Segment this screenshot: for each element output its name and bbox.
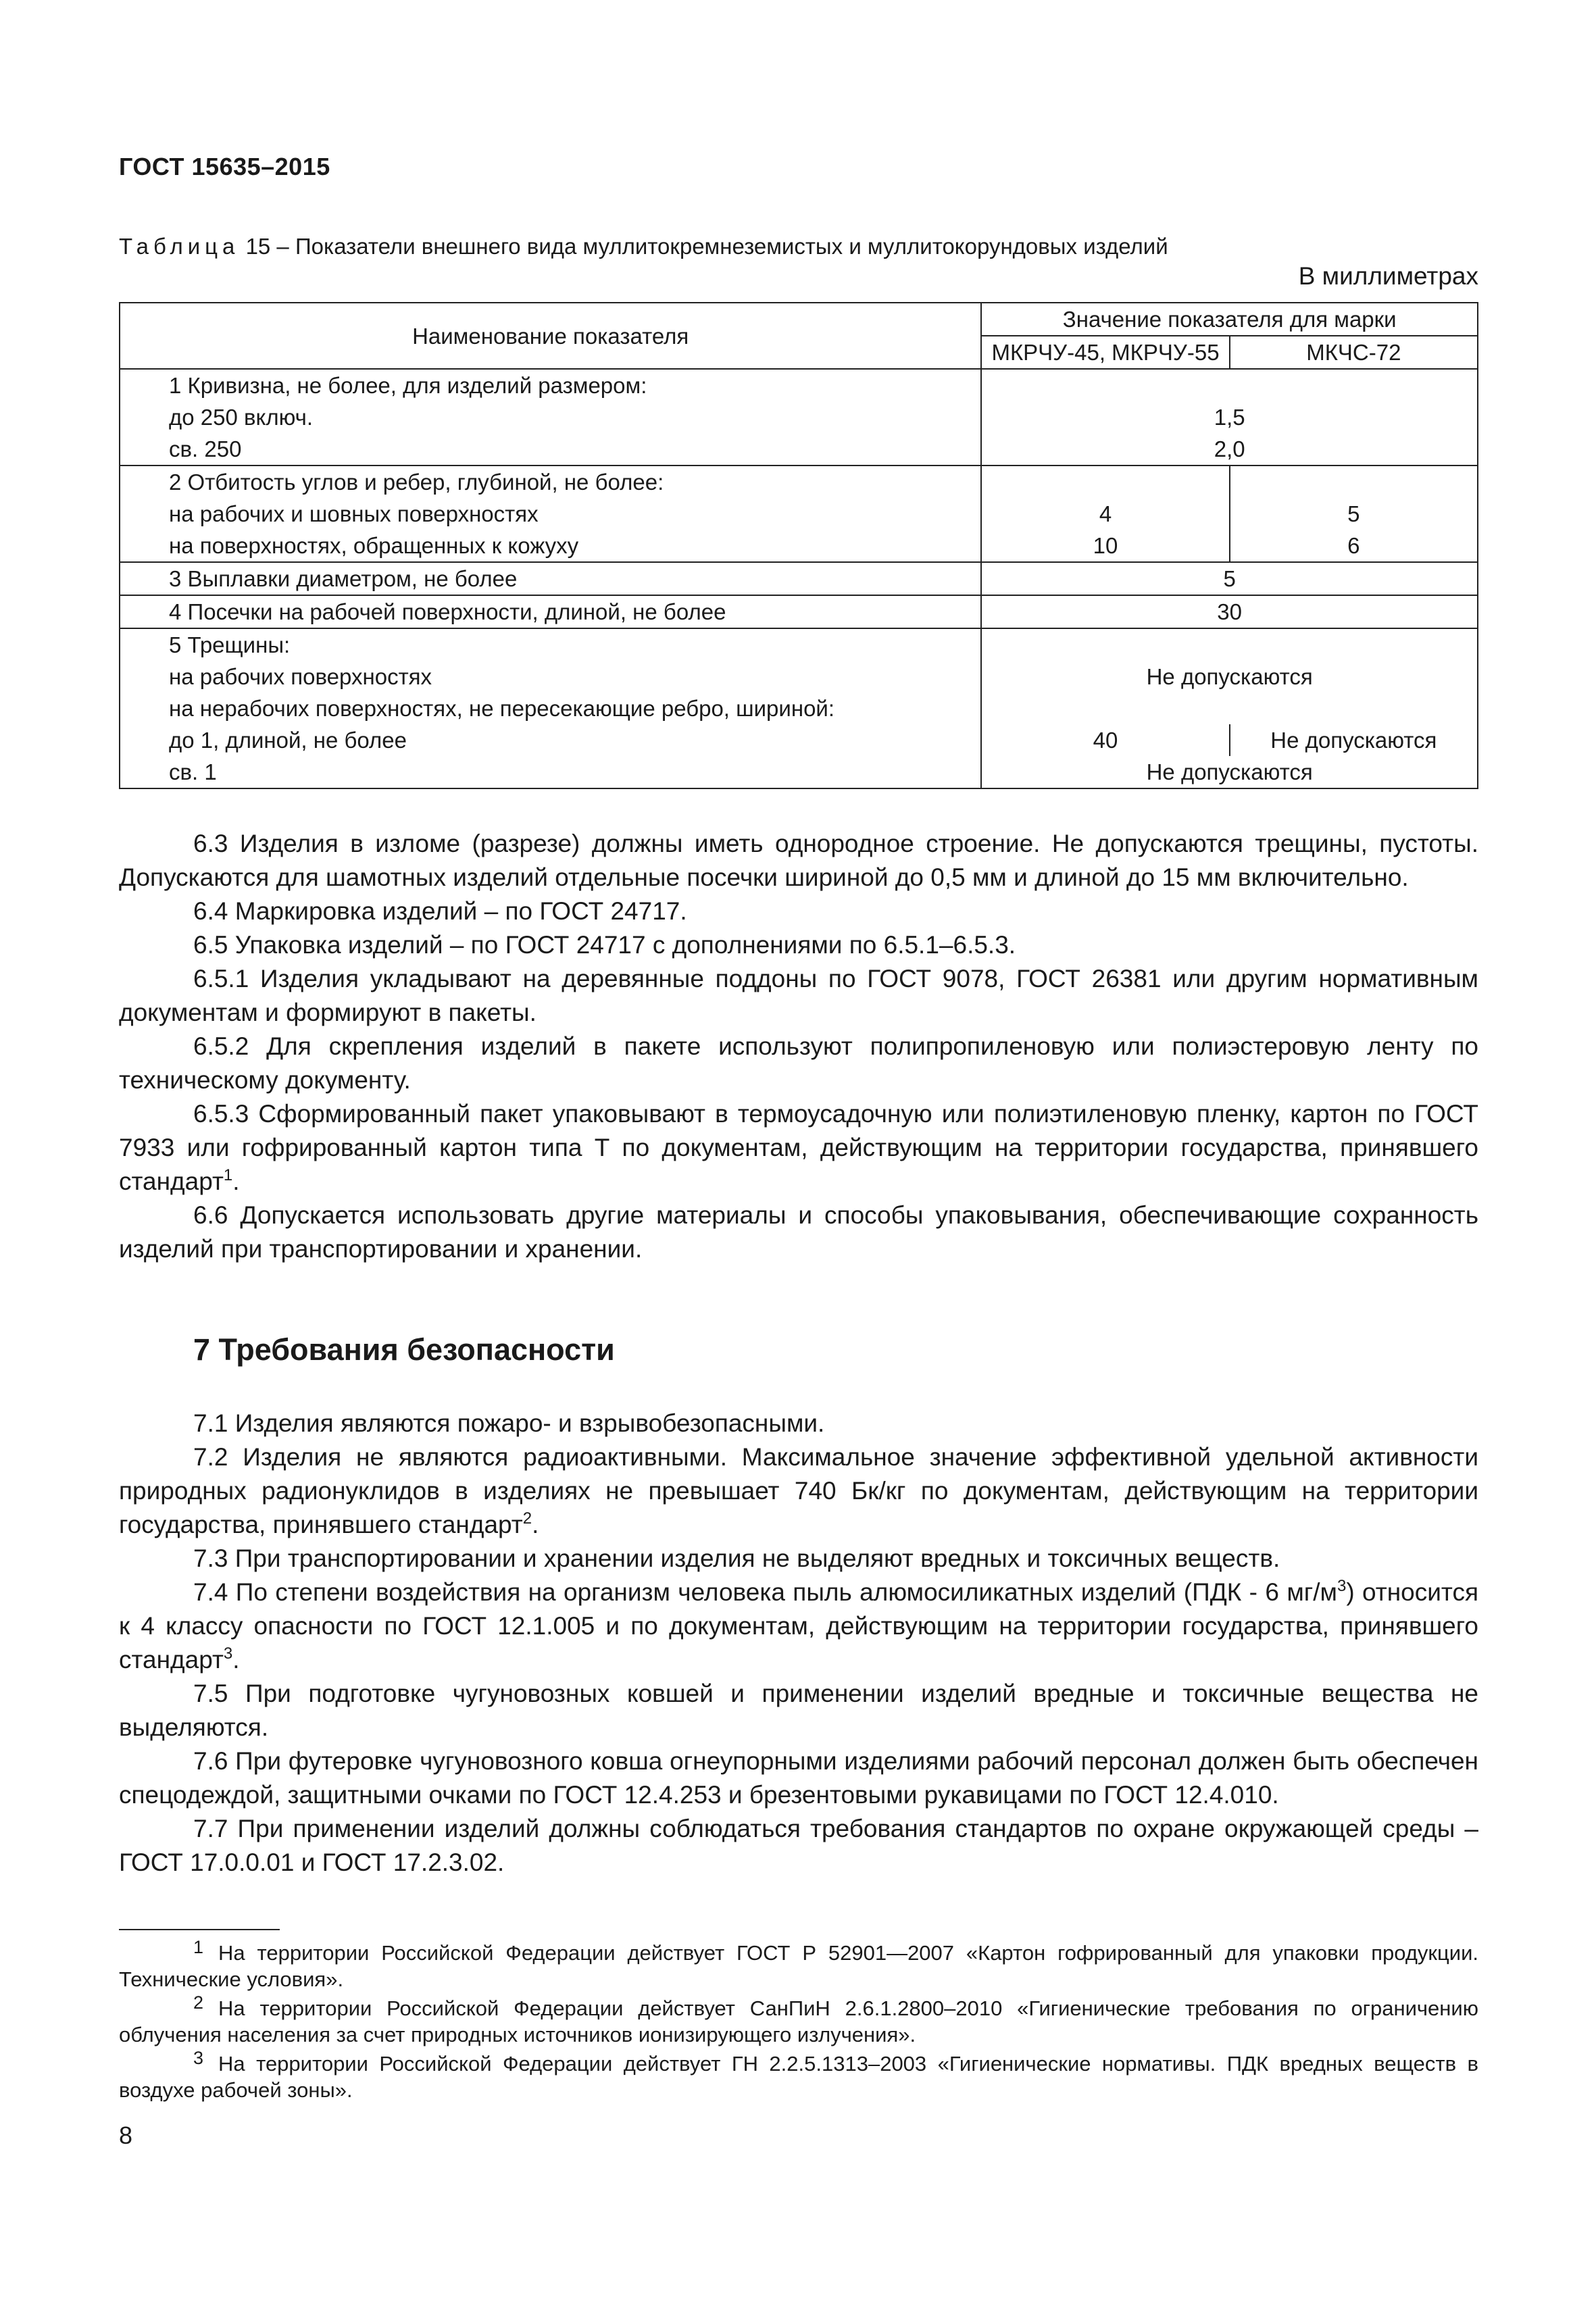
table-row: [120, 369, 1478, 466]
table-caption-text: 15 – Показатели внешнего вида муллитокремнеземистых и муллитокорундовых изделий: [245, 234, 1168, 259]
indicator-cell: [120, 628, 981, 788]
value-line: 10: [1093, 533, 1118, 558]
header-col-mkchs: МКЧС-72: [1230, 336, 1478, 369]
paragraph: 6.5.1 Изделия укладывают на деревянные поддоны по ГОСТ 9078, ГОСТ 26381 или другим нормативным документам и формируют в пакеты.: [119, 965, 1478, 1026]
paragraph: 7.2 Изделия не являются радиоактивными. Максимальное значение эффективной удельной активности природных радионуклидов в изделиях не превышает 740 Бк/кг по документам, действующим на территории государства, принявшего стандарт$^2$.: [119, 1443, 1478, 1538]
value-cell: [981, 628, 1478, 788]
footnote-ref: 3: [223, 1644, 233, 1663]
value-line: 5: [1347, 501, 1360, 526]
header-value-group: Значение показателя для марки: [981, 303, 1478, 336]
value-le1-col1: 40: [982, 724, 1230, 756]
paragraph: 7.6 При футеровке чугуновозного ковша огнеупорными изделиями рабочий персонал должен быть обеспечен спецодеждой, защитными очками по ГОСТ 12.4.253 и брезентовыми рукавицами по ГОСТ 12.4.010.: [119, 1747, 1478, 1809]
paragraph: 6.5 Упаковка изделий – по ГОСТ 24717 с дополнениями по 6.5.1–6.5.3.: [193, 931, 1016, 959]
section-6-text: [119, 827, 1478, 1266]
header-col-mkrchu: МКРЧУ-45, МКРЧУ-55: [981, 336, 1229, 369]
indicator-line: до 1, длиной, не более: [169, 728, 407, 753]
value-line: [982, 466, 1228, 498]
footnote: 3 На территории Российской Федерации действует ГН 2.2.5.1313–2003 «Гигиенические нормативы. ПДК вредных веществ в воздухе рабочей зоны».: [119, 2048, 1478, 2102]
value-line: 2,0: [1214, 436, 1245, 461]
indicator-line: на рабочих и шовных поверхностях: [169, 501, 539, 526]
paragraph: 6.5.3 Сформированный пакет упаковывают в термоусадочную или полиэтиленовую пленку, картон по ГОСТ 7933 или гофрированный картон типа Т по документам, действующим на территории государства, принявшего стандарт$^1$.: [119, 1100, 1478, 1195]
footnote-ref: 2: [522, 1509, 532, 1528]
indicator-line: 5 Трещины:: [169, 632, 291, 657]
footnote-ref: 1: [223, 1166, 233, 1184]
footnote-divider: [119, 1929, 280, 1930]
section-heading: 7 Требования безопасности: [193, 1332, 615, 1367]
value-line: Не допускаются: [1146, 664, 1313, 689]
table-row: [120, 466, 1478, 562]
table-row: [120, 628, 1478, 788]
indicator-cell: [120, 595, 981, 628]
value-cell-col1: [981, 466, 1229, 562]
value-line: [1230, 466, 1477, 498]
value-line: 1,5: [1214, 405, 1245, 430]
indicator-line: св. 1: [169, 759, 217, 784]
document-code: ГОСТ 15635–2015: [119, 153, 330, 180]
footnote: 1 На территории Российской Федерации действует ГОСТ Р 52901—2007 «Картон гофрированный для упаковки продукции. Технические условия».: [119, 1937, 1478, 1991]
footnotes: [119, 1937, 1478, 2107]
table-row: [120, 595, 1478, 628]
footnote-number: 3: [193, 2048, 204, 2068]
table-row: [120, 562, 1478, 595]
paragraph: 7.7 При применении изделий должны соблюдаться требования стандартов по охране окружающей среды – ГОСТ 17.0.0.01 и ГОСТ 17.2.3.02.: [119, 1815, 1478, 1876]
paragraph: 7.1 Изделия являются пожаро- и взрывобезопасными.: [193, 1409, 825, 1437]
indicator-line: на рабочих поверхностях: [169, 664, 432, 689]
value-line: [982, 370, 1477, 401]
paragraph: 7.3 При транспортировании и хранении изделия не выделяют вредных и токсичных веществ.: [193, 1544, 1280, 1572]
footnote: 2 На территории Российской Федерации действует СанПиН 2.6.1.2800–2010 «Гигиенические требования по ограничению облучения населения за счет природных источников ионизирующего излучения».: [119, 1992, 1478, 2046]
paragraph: 6.5.2 Для скрепления изделий в пакете используют полипропиленовую или полиэстеровую ленту по техническому документу.: [119, 1032, 1478, 1094]
paragraph: 7.5 При подготовке чугуновозных ковшей и применении изделий вредные и токсичные вещества не выделяются.: [119, 1680, 1478, 1741]
page-number: 8: [119, 2121, 133, 2149]
value-cell: [981, 369, 1478, 466]
value-cell-col2: [1230, 466, 1478, 562]
value-line: 4: [1099, 501, 1112, 526]
value-cell: 30: [981, 595, 1478, 628]
paragraph: 6.6 Допускается использовать другие материалы и способы упаковывания, обеспечивающие сохранность изделий при транспортировании и хранении.: [119, 1201, 1478, 1263]
value-split-line: [982, 724, 1477, 756]
value-line: Не допускаются: [1146, 759, 1313, 784]
indicator-cell: [120, 466, 981, 562]
indicators-table: [119, 302, 1478, 789]
value-line: 6: [1347, 533, 1360, 558]
indicator-line: на нерабочих поверхностях, не пересекающие ребро, шириной:: [169, 696, 835, 721]
footnote-number: 1: [193, 1937, 204, 1957]
value-cell: 5: [981, 562, 1478, 595]
table-caption: [119, 234, 1477, 259]
units-note: В миллиметрах: [1298, 262, 1478, 290]
indicator-line: св. 250: [169, 436, 242, 461]
section-7-text: [119, 1407, 1478, 1880]
header-indicator-name: Наименование показателя: [120, 303, 981, 369]
indicator-line: 4 Посечки на рабочей поверхности, длиной, не более: [169, 599, 726, 624]
superscript: 3: [1337, 1577, 1347, 1595]
table-caption-label: Таблица: [119, 234, 240, 259]
indicator-cell: [120, 562, 981, 595]
indicator-line: на поверхностях, обращенных к кожуху: [169, 533, 579, 558]
indicator-line: до 250 включ.: [169, 405, 313, 430]
paragraph: 6.4 Маркировка изделий – по ГОСТ 24717.: [193, 897, 687, 925]
indicator-line: 2 Отбитость углов и ребер, глубиной, не более:: [169, 470, 664, 495]
footnote-number: 2: [193, 1992, 204, 2013]
indicator-cell: [120, 369, 981, 466]
table-header-row: [120, 303, 1478, 336]
paragraph: 7.4 По степени воздействия на организм человека пыль алюмосиликатных изделий (ПДК - 6 $мг/м^3$) относится к 4 классу опасности по ГОСТ 12.1.005 и по документам, действующим на территории государства, принявшего стандарт$^3$.: [119, 1577, 1478, 1674]
value-line: [982, 693, 1477, 724]
value-line: [982, 629, 1477, 661]
indicator-line: 3 Выплавки диаметром, не более: [169, 566, 518, 591]
value-le1-col2: Не допускаются: [1270, 728, 1437, 753]
indicator-line: 1 Кривизна, не более, для изделий размером:: [169, 373, 647, 398]
paragraph: 6.3 Изделия в изломе (разрезе) должны иметь однородное строение. Не допускаются трещины, пустоты. Допускаются для шамотных изделий отдельные посечки шириной до 0,5 мм и длиной до 15 мм включительно.: [119, 830, 1478, 891]
